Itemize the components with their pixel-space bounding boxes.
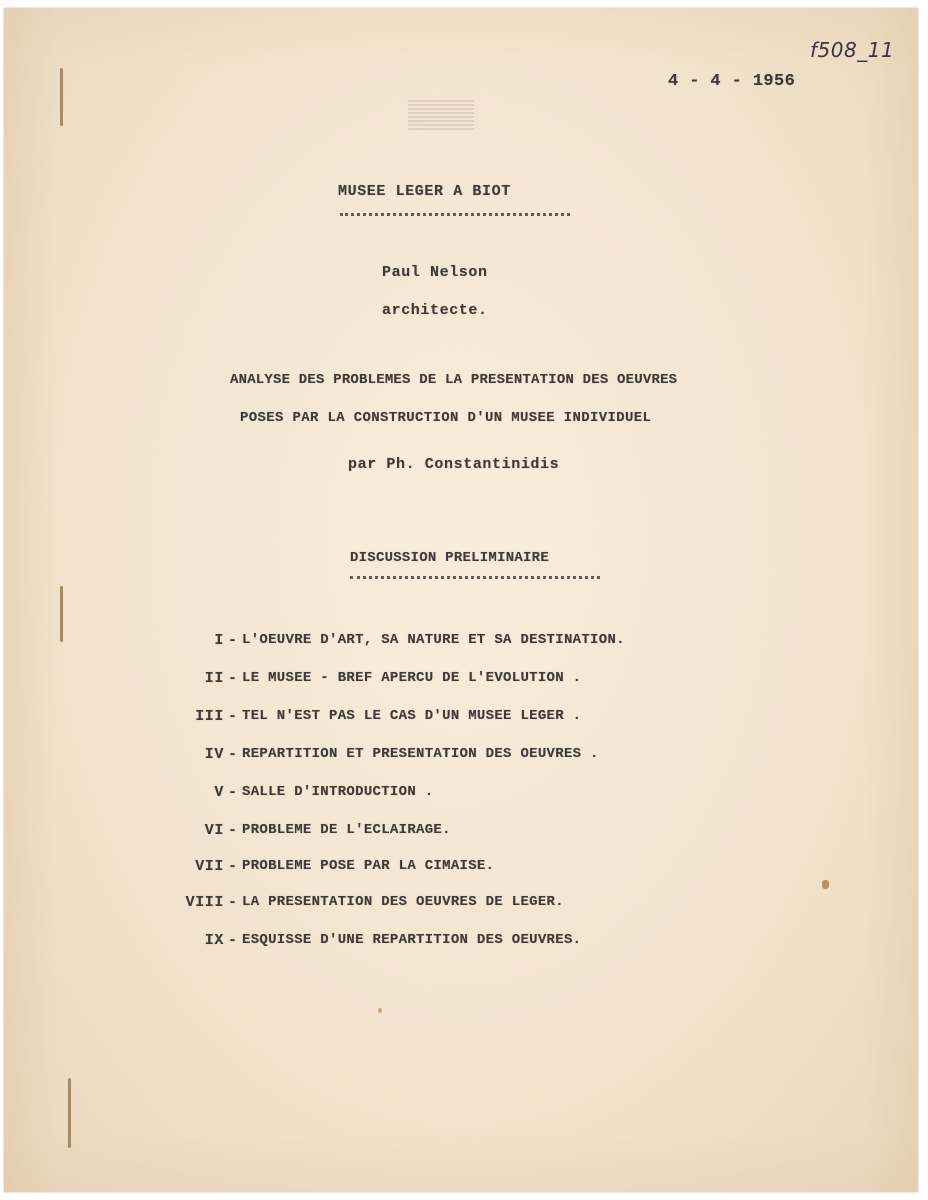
- toc-item-dash: -: [228, 632, 238, 649]
- toc-item-numeral: IX: [204, 932, 224, 949]
- subtitle-line-2: POSES PAR LA CONSTRUCTION D'UN MUSEE INDIVIDUEL: [240, 410, 652, 426]
- toc-item-text: PROBLEME POSE PAR LA CIMAISE.: [242, 858, 495, 874]
- ink-speck: [378, 1008, 382, 1013]
- toc-item-numeral: V: [214, 784, 224, 801]
- toc-item-numeral: VII: [195, 858, 224, 875]
- document-page: [4, 8, 918, 1192]
- byline: par Ph. Constantinidis: [348, 456, 560, 473]
- document-title: MUSEE LEGER A BIOT: [338, 183, 511, 200]
- toc-item-dash: -: [228, 932, 238, 949]
- toc-item-dash: -: [228, 784, 238, 801]
- title-underline: [340, 213, 570, 216]
- toc-item-8: [108, 894, 728, 914]
- toc-item-text: ESQUISSE D'UNE REPARTITION DES OEUVRES.: [242, 932, 582, 948]
- faded-stamp-mark: [408, 100, 474, 130]
- punch-mark-bottom: [68, 1078, 71, 1148]
- toc-item-dash: -: [228, 894, 238, 911]
- author-name: Paul Nelson: [382, 264, 488, 281]
- toc-item-text: SALLE D'INTRODUCTION .: [242, 784, 434, 800]
- toc-item-7: [108, 858, 728, 878]
- toc-item-dash: -: [228, 822, 238, 839]
- toc-item-text: PROBLEME DE L'ECLAIRAGE.: [242, 822, 451, 838]
- subtitle-line-1: ANALYSE DES PROBLEMES DE LA PRESENTATION DES OEUVRES: [230, 372, 678, 388]
- archive-reference: f508_11: [810, 38, 895, 62]
- toc-item-dash: -: [228, 746, 238, 763]
- toc-item-numeral: IV: [204, 746, 224, 763]
- toc-item-dash: -: [228, 670, 238, 687]
- toc-item-text: LA PRESENTATION DES OEUVRES DE LEGER.: [242, 894, 564, 910]
- section-heading: DISCUSSION PRELIMINAIRE: [350, 550, 549, 566]
- toc-item-1: [108, 632, 728, 652]
- toc-item-text: L'OEUVRE D'ART, SA NATURE ET SA DESTINATION.: [242, 632, 625, 648]
- section-heading-underline: [350, 576, 600, 579]
- toc-item-dash: -: [228, 708, 238, 725]
- toc-item-text: REPARTITION ET PRESENTATION DES OEUVRES .: [242, 746, 599, 762]
- toc-item-6: [108, 822, 728, 842]
- toc-item-numeral: VI: [204, 822, 224, 839]
- document-date: 4 - 4 - 1956: [668, 72, 796, 91]
- toc-item-numeral: I: [214, 632, 224, 649]
- ink-speck: [822, 880, 829, 889]
- toc-item-4: [108, 746, 728, 766]
- author-role: architecte.: [382, 302, 488, 319]
- punch-mark-middle: [60, 586, 63, 642]
- toc-item-dash: -: [228, 858, 238, 875]
- toc-item-9: [108, 932, 728, 952]
- toc-item-text: LE MUSEE - BREF APERCU DE L'EVOLUTION .: [242, 670, 582, 686]
- toc-item-text: TEL N'EST PAS LE CAS D'UN MUSEE LEGER .: [242, 708, 582, 724]
- toc-item-numeral: II: [204, 670, 224, 687]
- toc-item-numeral: III: [195, 708, 224, 725]
- punch-mark-top: [60, 68, 63, 126]
- toc-item-5: [108, 784, 728, 804]
- toc-item-2: [108, 670, 728, 690]
- toc-item-3: [108, 708, 728, 728]
- toc-item-numeral: VIII: [185, 894, 224, 911]
